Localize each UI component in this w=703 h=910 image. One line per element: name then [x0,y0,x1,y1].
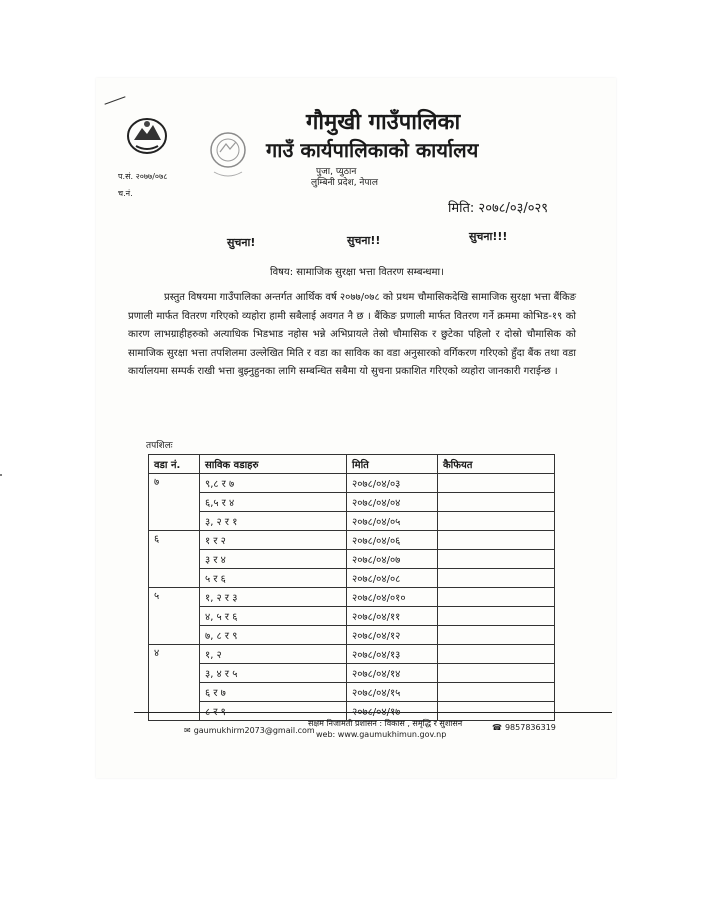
dispatch-number: च.नं. [118,189,133,198]
pen-mark [104,96,125,104]
remark-cell [438,512,555,531]
old-wards-cell: १ र २ [200,531,347,550]
table-label: तपशिलः [146,441,173,451]
date-cell: २०७८/०४/१३ [347,645,438,664]
remark-cell [438,683,555,702]
office-title: गाउँ कार्यपालिकाको कार्यालय [266,138,479,162]
table-row [149,531,555,550]
old-wards-cell: ४, ५ र ६ [200,607,347,626]
table-row [149,607,555,626]
letter-subject: विषय: सामाजिक सुरक्षा भत्ता वितरण सम्बन्धमा। [270,267,444,278]
ward-number: ५ [149,588,200,645]
old-wards-cell: १, २ [200,645,347,664]
old-wards-cell: १, २ र ३ [200,588,347,607]
old-wards-cell: ९,८ र ७ [200,474,347,493]
table-row [149,588,555,607]
date-cell: २०७८/०४/०७ [347,550,438,569]
date-cell: २०७८/०४/१५ [347,683,438,702]
old-wards-cell: ७, ८ र ९ [200,626,347,645]
notice-heading-2: सुचना!! [347,234,381,247]
remark-cell [438,664,555,683]
remark-cell [438,607,555,626]
date-cell: २०७८/०४/०४ [347,493,438,512]
letter-page [96,78,616,778]
ward-number: ४ [149,645,200,721]
header-date: मिति [347,455,438,474]
footer-website: web: www.gaumukhimun.gov.np [316,730,447,739]
letter-date: मिति: २०७८/०३/०२९ [448,201,549,216]
table-row [149,569,555,588]
footer-email [184,726,315,735]
reference-number: प.सं. २०७७/०७८ [118,172,168,181]
header-ward: वडा नं. [149,455,200,474]
old-wards-cell: ५ र ६ [200,569,347,588]
address-line-1: पुजा, प्युठान [316,167,357,177]
remark-cell [438,569,555,588]
phone-icon: ☎ [492,723,502,732]
remark-cell [438,531,555,550]
date-cell: २०७८/०४/०१० [347,588,438,607]
date-cell: २०७८/०४/१४ [347,664,438,683]
notice-heading-3: सुचना!!! [469,230,508,243]
ward-schedule-table [148,454,555,721]
old-wards-cell: ६ र ७ [200,683,347,702]
date-cell: २०७८/०४/१२ [347,626,438,645]
date-cell: २०७८/०४/११ [347,607,438,626]
header-old-wards: साविक वडाहरु [200,455,347,474]
date-cell: २०७८/०४/०५ [347,512,438,531]
footer-divider [134,712,612,713]
address-line-2: लुम्बिनी प्रदेश, नेपाल [311,178,378,188]
header-remarks: कैफियत [438,455,555,474]
old-wards-cell: ३, ४ र ५ [200,664,347,683]
municipality-title: गौमुखी गाउँपालिका [306,110,461,135]
footer-phone [492,723,556,732]
office-seal-icon [208,130,248,186]
table-row [149,493,555,512]
table-row [149,474,555,493]
remark-cell [438,550,555,569]
table-row [149,664,555,683]
phone-text: 9857836319 [504,723,556,732]
letter-body [128,289,576,382]
body-paragraph: प्रस्तुत विषयमा गाउँपालिका अन्तर्गत आर्थिक वर्ष २०७७/०७८ को प्रथम चौमासिकदेखि सामाजिक सुरक्षा भत्ता बैंकिङ प्रणाली मार्फत वितरण गरिएको व्यहोरा हामी सबैलाई अवगत नै छ । बैंकिङ प्रणाली मार्फत वितरण गर्ने क्रममा कोभिड-१९ को कारण लाभग्राहीहरुको अत्याधिक भिडभाड नहोस भन्ने अभिप्रायले तेस्रो चौमासिक र छुटेका पहिलो र दोस्रो चौमासिक को सामाजिक सुरक्षा भत्ता तपशिलमा उल्लेखित मिति र वडा का साविक का वडा अनुसारको वर्गिकरण गरिएको हुँदा बैंक तथा वडा कार्यालयमा सम्पर्क राखी भत्ता बुझ्नुहुनका लागि सम्बन्धित सबैमा यो सुचना प्रकाशित गरिएको व्यहोरा जानकारी गराईन्छ । [128,292,577,378]
notice-heading-1: सुचना! [227,236,256,249]
table-row [149,683,555,702]
old-wards-cell: ३ र ४ [200,550,347,569]
ward-number: ७ [149,474,200,531]
table-header-row [149,455,555,474]
remark-cell [438,474,555,493]
table-row [149,550,555,569]
remark-cell [438,626,555,645]
old-wards-cell: ६,५ र ४ [200,493,347,512]
ward-number: ६ [149,531,200,588]
remark-cell [438,493,555,512]
government-emblem-icon [126,116,168,156]
email-text: gaumukhirm2073@gmail.com [193,726,315,735]
old-wards-cell: ३, २ र १ [200,512,347,531]
date-cell: २०७८/०४/०८ [347,569,438,588]
date-cell: २०७८/०४/०३ [347,474,438,493]
date-cell: २०७८/०४/०६ [347,531,438,550]
remark-cell [438,588,555,607]
table-row [149,512,555,531]
table-row [149,626,555,645]
remark-cell [438,645,555,664]
table-row [149,645,555,664]
scan-speck [0,474,2,476]
mail-icon: ✉ [184,726,191,735]
footer-motto: सक्षम निजामती प्रशासन : विकास , समृद्धि र सुशासन [308,719,463,728]
